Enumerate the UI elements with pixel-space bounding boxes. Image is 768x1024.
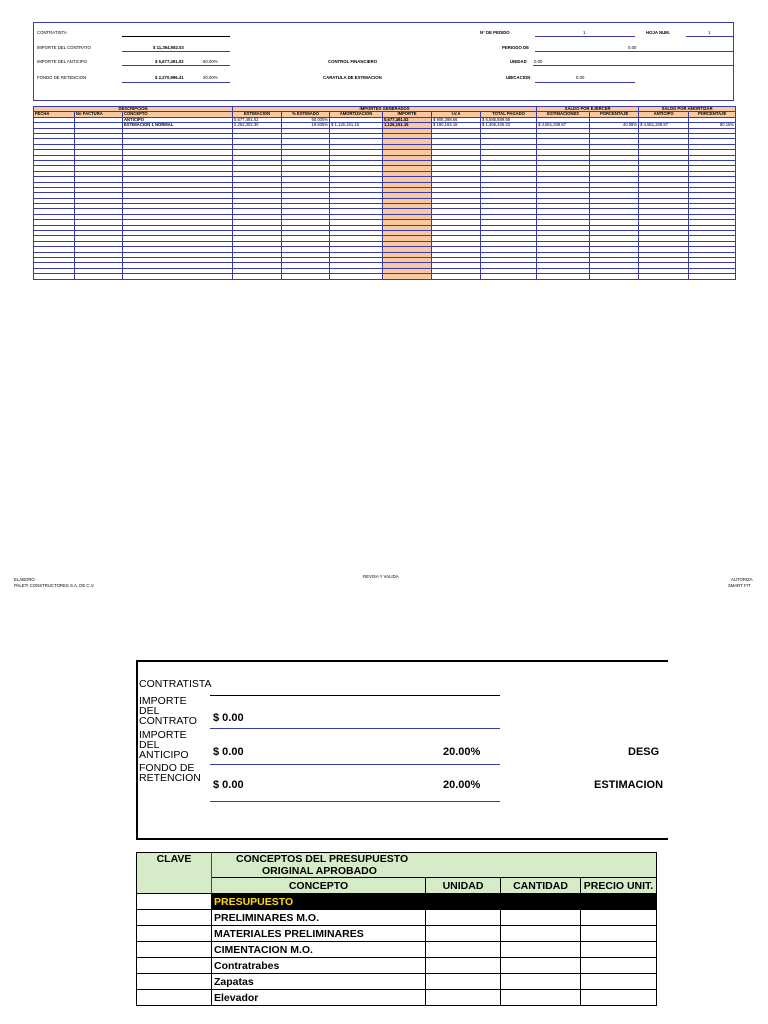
control-financiero: CONTROL FINANCIERO [328, 59, 378, 64]
col-porcentaje: PORCENTAJE [590, 112, 639, 117]
autoriza-label: AUTORIZA [731, 577, 753, 582]
col-fecha: FECHA [34, 112, 75, 117]
estimation-table [33, 106, 736, 280]
col-amortizacion: AMORTIZACION [330, 112, 383, 117]
elaboro-company: PALETI CONSTRUCTORES S.A. DE C.V. [14, 583, 95, 588]
col-concepto: CONCEPTO [212, 878, 426, 894]
budget-item: Elevador [212, 990, 426, 1006]
fondo-line [122, 82, 230, 83]
presupuesto-row [137, 894, 657, 910]
row-iva: $ 180,184.18 [432, 123, 481, 128]
row-porcentaje-2: 80.16% [689, 123, 736, 128]
fondo-retencion-value: $ 2,270,996.41 [155, 75, 184, 80]
s2-contratista-line [210, 695, 500, 696]
s2-right-label-1: DESG [628, 746, 660, 758]
col-importe: IMPORTE [383, 112, 432, 117]
pedido-line [535, 36, 635, 37]
s2-fondo-value: $ 0.00 [213, 779, 244, 791]
s2-importe-anticipo-value: $ 0.00 [213, 746, 244, 758]
budget-table [136, 852, 657, 1006]
s2-anticipo-pct: 20.00% [443, 746, 481, 758]
importe-contrato-label: IMPORTE DEL CONTRATO [37, 45, 91, 50]
row-total: $ 1,306,335.33 [481, 123, 537, 128]
caratula-estimacion: CARATULA DE ESTIMACION [323, 75, 382, 80]
col-precio-unit: PRECIO UNIT. [581, 878, 657, 894]
col-total-pagado: TOTAL PAGADO [481, 112, 537, 117]
ubicacion-value: 0.00 [576, 75, 585, 80]
budget-item: CIMENTACION M.O. [212, 942, 426, 958]
budget-item: Zapatas [212, 974, 426, 990]
budget-column-row [137, 878, 657, 894]
s2-right-label-2: ESTIMACION [594, 779, 664, 791]
clave-header: CLAVE [137, 853, 212, 894]
col-pct-estimado: % ESTIMADO [282, 112, 330, 117]
row-amort: $ 1,126,151.15 [330, 123, 383, 128]
budget-title [212, 853, 657, 878]
elaboro-label: ELABORO [14, 577, 35, 582]
budget-title-line1: CONCEPTOS DEL PRESUPUESTO [236, 853, 409, 865]
s2-importe-contrato-line [210, 728, 500, 729]
col-cantidad: CANTIDAD [501, 878, 581, 894]
ubicacion-line [535, 82, 635, 83]
s2-importe-anticipo-label: IMPORTE DEL ANTICIPO [139, 729, 189, 761]
unidad-line [533, 65, 733, 66]
row-total: $ 6,585,889.58 [481, 117, 537, 122]
table-row [34, 123, 736, 128]
budget-item: PRELIMINARES M.O. [212, 910, 426, 926]
group-importes: IMPORTES GENERADOS [233, 107, 537, 112]
header-box [33, 22, 734, 101]
row-concepto: ANTICIPO [123, 117, 233, 122]
s2-importe-contrato-label: IMPORTE DEL CONTRATO [139, 695, 197, 727]
row-iva: $ 908,398.56 [432, 117, 481, 122]
row-estimacion: 5,677,491.02 [233, 117, 282, 122]
s2-contratista-label: CONTRATISTA [139, 678, 212, 690]
contratista-label: CONTRATISTA [37, 30, 67, 35]
col-estimacion: ESTIMACION [233, 112, 282, 117]
autoriza-company: SMART FIT [728, 583, 751, 588]
periodo-value: 0.00 [628, 45, 637, 50]
fondo-pct: 20.00% [203, 75, 218, 80]
budget-title-row [137, 853, 657, 878]
budget-row [137, 974, 657, 990]
row-pct: 50.000% [282, 117, 330, 122]
col-anticipo: ANTICIPO [639, 112, 689, 117]
budget-row [137, 910, 657, 926]
row-estimaciones: $ 4,551,339.87 [537, 123, 590, 128]
periodo-label: PERIODO DE [502, 45, 529, 50]
row-pct: 19.835% [282, 123, 330, 128]
importe-contrato-value: $ 11,354,982.03 [153, 45, 184, 50]
anticipo-pct: 50.00% [203, 59, 218, 64]
unidad-value: 0.00 [534, 59, 543, 64]
s2-importe-anticipo-line [210, 764, 500, 765]
group-saldo-ejercer: SALDO POR EJERCER [537, 107, 639, 112]
col-concepto: CONCEPTO [123, 112, 233, 117]
row-estimacion: 2,252,302.30 [233, 123, 282, 128]
unidad-label: UNIDAD [510, 59, 527, 64]
row-importe: 1,126,151.15 [383, 123, 432, 128]
col-factura: No FACTURA [75, 112, 123, 117]
budget-row [137, 926, 657, 942]
contratista-line [122, 36, 230, 37]
hoja-label: HOJA NUM. [646, 30, 670, 35]
row-importe: 5,677,491.02 [383, 117, 432, 122]
importe-anticipo-value: $ 5,677,491.02 [155, 59, 184, 64]
row-anticipo: $ 4,551,339.87 [639, 123, 689, 128]
fondo-retencion-label: FONDO DE RETENCION [37, 75, 87, 80]
importe-anticipo-label: IMPORTE DEL ANTICIPO [37, 59, 88, 64]
col-unidad: UNIDAD [426, 878, 501, 894]
budget-row [137, 990, 657, 1006]
s2-fondo-pct: 20.00% [443, 779, 481, 791]
group-descripcion: DESCRIPCION [34, 107, 233, 112]
periodo-line [535, 51, 733, 52]
importe-anticipo-line [122, 65, 230, 66]
s2-fondo-label: FONDO DE RETENCION [139, 762, 201, 784]
ubicacion-label: UBICACION [506, 75, 531, 80]
presupuesto-label: PRESUPUESTO [212, 894, 426, 910]
revisa-label: REVISA Y VALIDA [363, 574, 399, 579]
col-estimaciones: ESTIMACIONES [537, 112, 590, 117]
empty-row [34, 274, 736, 279]
col-iva: I.V.A [432, 112, 481, 117]
importe-contrato-line [122, 51, 230, 52]
budget-item: Contratrabes [212, 958, 426, 974]
budget-item: MATERIALES PRELIMINARES [212, 926, 426, 942]
col-porcentaje-2: PORCENTAJE [689, 112, 736, 117]
budget-row [137, 958, 657, 974]
budget-title-line2: ORIGINAL APROBADO [262, 865, 377, 877]
s2-fondo-line [210, 801, 500, 802]
row-porcentaje: 40.08% [590, 123, 639, 128]
pedido-label: N° DE PEDIDO [480, 30, 510, 35]
s2-importe-contrato-value: $ 0.00 [213, 712, 244, 724]
group-saldo-amortizar: SALDO POR AMORTIZAR [639, 107, 736, 112]
row-concepto: ESTIMACION 1 NORMAL [123, 123, 233, 128]
budget-row [137, 942, 657, 958]
hoja-value: 1 [708, 30, 711, 35]
pedido-value: 1 [583, 30, 586, 35]
hoja-line [686, 36, 733, 37]
